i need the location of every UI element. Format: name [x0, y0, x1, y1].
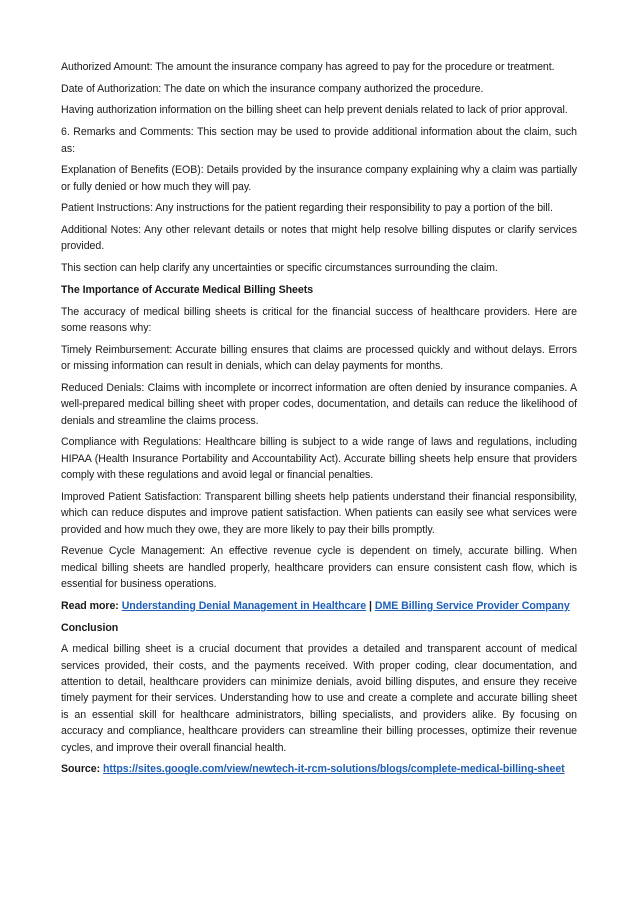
paragraph-section-summary: This section can help clarify any uncertainties or specific circumstances surrounding the claim.: [61, 262, 498, 275]
source-label: Source:: [61, 763, 101, 776]
link-denial-management[interactable]: Understanding Denial Management in Healthcare: [121, 599, 367, 612]
paragraph-authorization-benefit: Having authorization information on the billing sheet can help prevent denials related to lack of prior approval.: [61, 104, 568, 117]
paragraph-remarks-and-comments: 6. Remarks and Comments: This section may be used to provide additional information about the claim, such as:: [61, 126, 577, 155]
document-page: [61, 59, 577, 783]
paragraph-patient-instructions: Patient Instructions: Any instructions for the patient regarding their responsibility to pay a portion of the bill.: [61, 202, 553, 215]
read-more-line: [61, 598, 577, 614]
paragraph-explanation-of-benefits: Explanation of Benefits (EOB): Details provided by the insurance company explaining why a claim was partially or fully denied or how much they will pay.: [61, 164, 577, 193]
paragraph-additional-notes: Additional Notes: Any other relevant details or notes that might help resolve billing disputes or clarify services provided.: [61, 224, 577, 253]
reason-revenue-cycle: Revenue Cycle Management: An effective revenue cycle is dependent on timely, accurate billing. When medical billing sheets are handled properly, healthcare providers can ensure consistent cash flow, which is essential for business operations.: [61, 545, 577, 591]
reason-reduced-denials: Reduced Denials: Claims with incomplete or incorrect information are often denied by insurance companies. A well-prepared medical billing sheet with proper codes, documentation, and details can reduce the likelihood of denials and streamline the claims process.: [61, 381, 577, 427]
paragraph-authorized-amount: Authorized Amount: The amount the insurance company has agreed to pay for the procedure or treatment.: [61, 61, 555, 73]
source-line: [61, 761, 577, 777]
read-more-separator: |: [369, 599, 372, 612]
conclusion-body: A medical billing sheet is a crucial document that provides a detailed and transparent account of medical services provided, their costs, and the payments received. With proper coding, clear documentation, and attention to detail, healthcare providers can minimize denials, avoid billing disputes, and ensure they receive timely payment for their services. Understanding how to use and create a complete and accurate billing sheet is an essential skill for healthcare administrators, billing specialists, and providers alike. By focusing on accuracy and compliance, healthcare providers can streamline their billing processes, optimize their revenue cycles, and improve their overall financial health.: [61, 643, 577, 754]
link-dme-billing[interactable]: DME Billing Service Provider Company: [374, 599, 570, 612]
importance-intro: The accuracy of medical billing sheets is critical for the financial success of healthcare providers. Here are some reasons why:: [61, 305, 577, 334]
read-more-label: Read more:: [61, 599, 119, 612]
reason-patient-satisfaction: Improved Patient Satisfaction: Transparent billing sheets help patients understand their financial responsibility, which can reduce disputes and improve patient satisfaction. When patients can easily see what services were provided and how much they owe, they are more likely to pay their bills promptly.: [61, 490, 577, 536]
reason-compliance: Compliance with Regulations: Healthcare billing is subject to a wide range of laws and regulations, including HIPAA (Health Insurance Portability and Accountability Act). Accurate billing sheets help ensure that providers comply with these regulations and avoid legal or financial penalties.: [61, 436, 577, 482]
source-link[interactable]: https://sites.google.com/view/newtech-it-rcm-solutions/blogs/complete-medical-billing-sheet: [103, 763, 565, 776]
importance-heading: The Importance of Accurate Medical Billing Sheets: [61, 283, 314, 296]
paragraph-date-of-authorization: Date of Authorization: The date on which the insurance company authorized the procedure.: [61, 82, 484, 95]
conclusion-heading: Conclusion: [61, 621, 119, 634]
reason-timely-reimbursement: Timely Reimbursement: Accurate billing ensures that claims are processed quickly and without delays. Errors or missing information can result in denials, which can delay payments for months.: [61, 343, 577, 373]
